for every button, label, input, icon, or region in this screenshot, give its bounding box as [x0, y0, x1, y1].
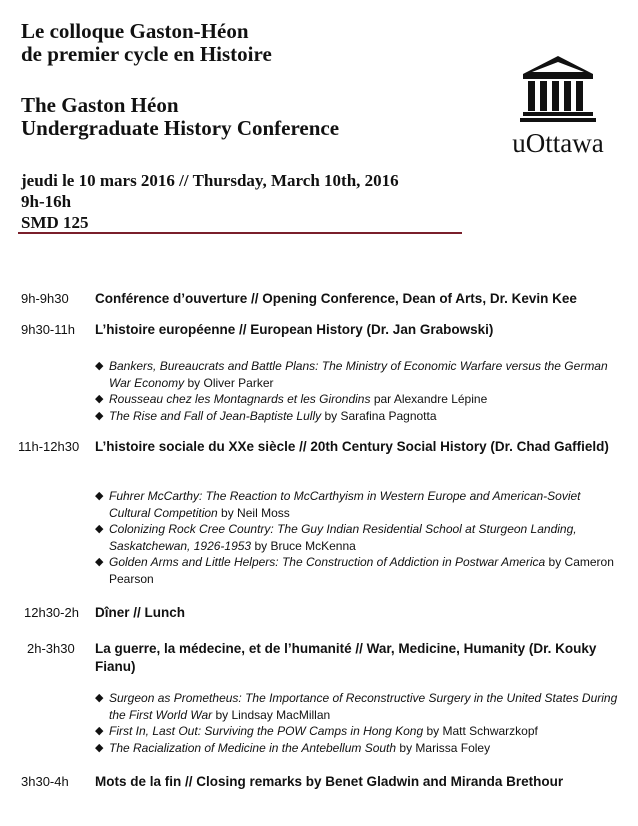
list-item: [95, 408, 625, 425]
list-item: [95, 723, 625, 740]
paper-list: [95, 358, 625, 424]
session-title: Dîner // Lunch: [95, 605, 186, 620]
diamond-bullet-icon: ◆: [95, 393, 104, 405]
paper-author: by Matt Schwarzkopf: [423, 724, 538, 738]
session-time: 2h-3h30: [27, 641, 75, 656]
program-header: [0, 0, 638, 240]
diamond-bullet-icon: ◆: [95, 490, 104, 502]
event-room: SMD 125: [21, 213, 89, 232]
paper-title: Fuhrer McCarthy: The Reaction to McCarthyism in Western Europe and American-Soviet Cultural Competition: [109, 489, 581, 520]
session-time: 9h30-11h: [21, 322, 75, 337]
diamond-bullet-icon: ◆: [95, 725, 104, 737]
list-item: [95, 740, 625, 757]
uottawa-wordmark: uOttawa: [512, 128, 604, 158]
paper-title: Rousseau chez les Montagnards et les Girondins: [109, 392, 371, 406]
diamond-bullet-icon: ◆: [95, 360, 104, 372]
paper-list: [95, 690, 625, 756]
event-date: jeudi le 10 mars 2016 // Thursday, March 10th, 2016: [21, 171, 399, 190]
diamond-bullet-icon: ◆: [95, 523, 104, 535]
session-time: 12h30-2h: [24, 605, 79, 620]
list-item: [95, 521, 625, 554]
paper-title: Surgeon as Prometheus: The Importance of Reconstructive Surgery in the United States During the First World War: [109, 691, 618, 722]
session-time: 3h30-4h: [21, 774, 69, 789]
list-item: [95, 488, 625, 521]
paper-title: Bankers, Bureaucrats and Battle Plans: The Ministry of Economic Warfare versus the German War Economy: [109, 359, 608, 390]
list-item: [95, 690, 625, 723]
list-item: [95, 554, 625, 587]
title-french-line1: Le colloque Gaston-Héon: [21, 19, 249, 43]
session-title: L’histoire européenne // European History (Dr. Jan Grabowski): [95, 322, 494, 337]
paper-title: Golden Arms and Little Helpers: The Construction of Addiction in Postwar America: [109, 555, 546, 569]
title-english-line1: The Gaston Héon: [21, 93, 179, 117]
session-title: L’histoire sociale du XXe siècle // 20th Century Social History (Dr. Chad Gaffield): [95, 439, 609, 454]
diamond-bullet-icon: ◆: [95, 409, 104, 422]
session-time: 11h-12h30: [18, 439, 80, 454]
paper-author: by Sarafina Pagnotta: [321, 408, 437, 423]
session-title: Conférence d’ouverture // Opening Conference, Dean of Arts, Dr. Kevin Kee: [95, 291, 577, 306]
list-item: [95, 358, 625, 391]
paper-list: [95, 488, 625, 587]
diamond-bullet-icon: ◆: [95, 692, 104, 704]
paper-title: The Rise and Fall of Jean-Baptiste Lully: [109, 408, 322, 423]
paper-title: First In, Last Out: Surviving the POW Camps in Hong Kong: [109, 724, 424, 738]
paper-author: by Lindsay MacMillan: [212, 707, 331, 722]
list-item: [95, 391, 625, 408]
title-english-line2: Undergraduate History Conference: [21, 116, 340, 140]
paper-author: par Alexandre Lépine: [370, 392, 488, 406]
diamond-bullet-icon: ◆: [95, 741, 104, 754]
paper-title: The Racialization of Medicine in the Antebellum South: [109, 740, 397, 755]
paper-author: by Bruce McKenna: [251, 538, 356, 553]
header-divider: [18, 232, 462, 234]
paper-author: by Oliver Parker: [184, 375, 274, 390]
event-hours: 9h-16h: [21, 192, 72, 211]
paper-title: Colonizing Rock Cree Country: The Guy Indian Residential School at Sturgeon Landing, Saskatchewan, 1926-1953: [109, 522, 577, 553]
paper-author: by Neil Moss: [217, 505, 290, 520]
session-title: Mots de la fin // Closing remarks by Benet Gladwin and Miranda Brethour: [95, 774, 564, 789]
session-title: La guerre, la médecine, et de l’humanité // War, Medicine, Humanity (Dr. Kouky Fianu): [95, 641, 597, 674]
session-time: 9h-9h30: [21, 291, 69, 306]
diamond-bullet-icon: ◆: [95, 556, 104, 568]
paper-author: by Cameron Pearson: [109, 555, 614, 586]
title-french-line2: de premier cycle en Histoire: [21, 42, 272, 66]
paper-author: by Marissa Foley: [396, 740, 491, 755]
